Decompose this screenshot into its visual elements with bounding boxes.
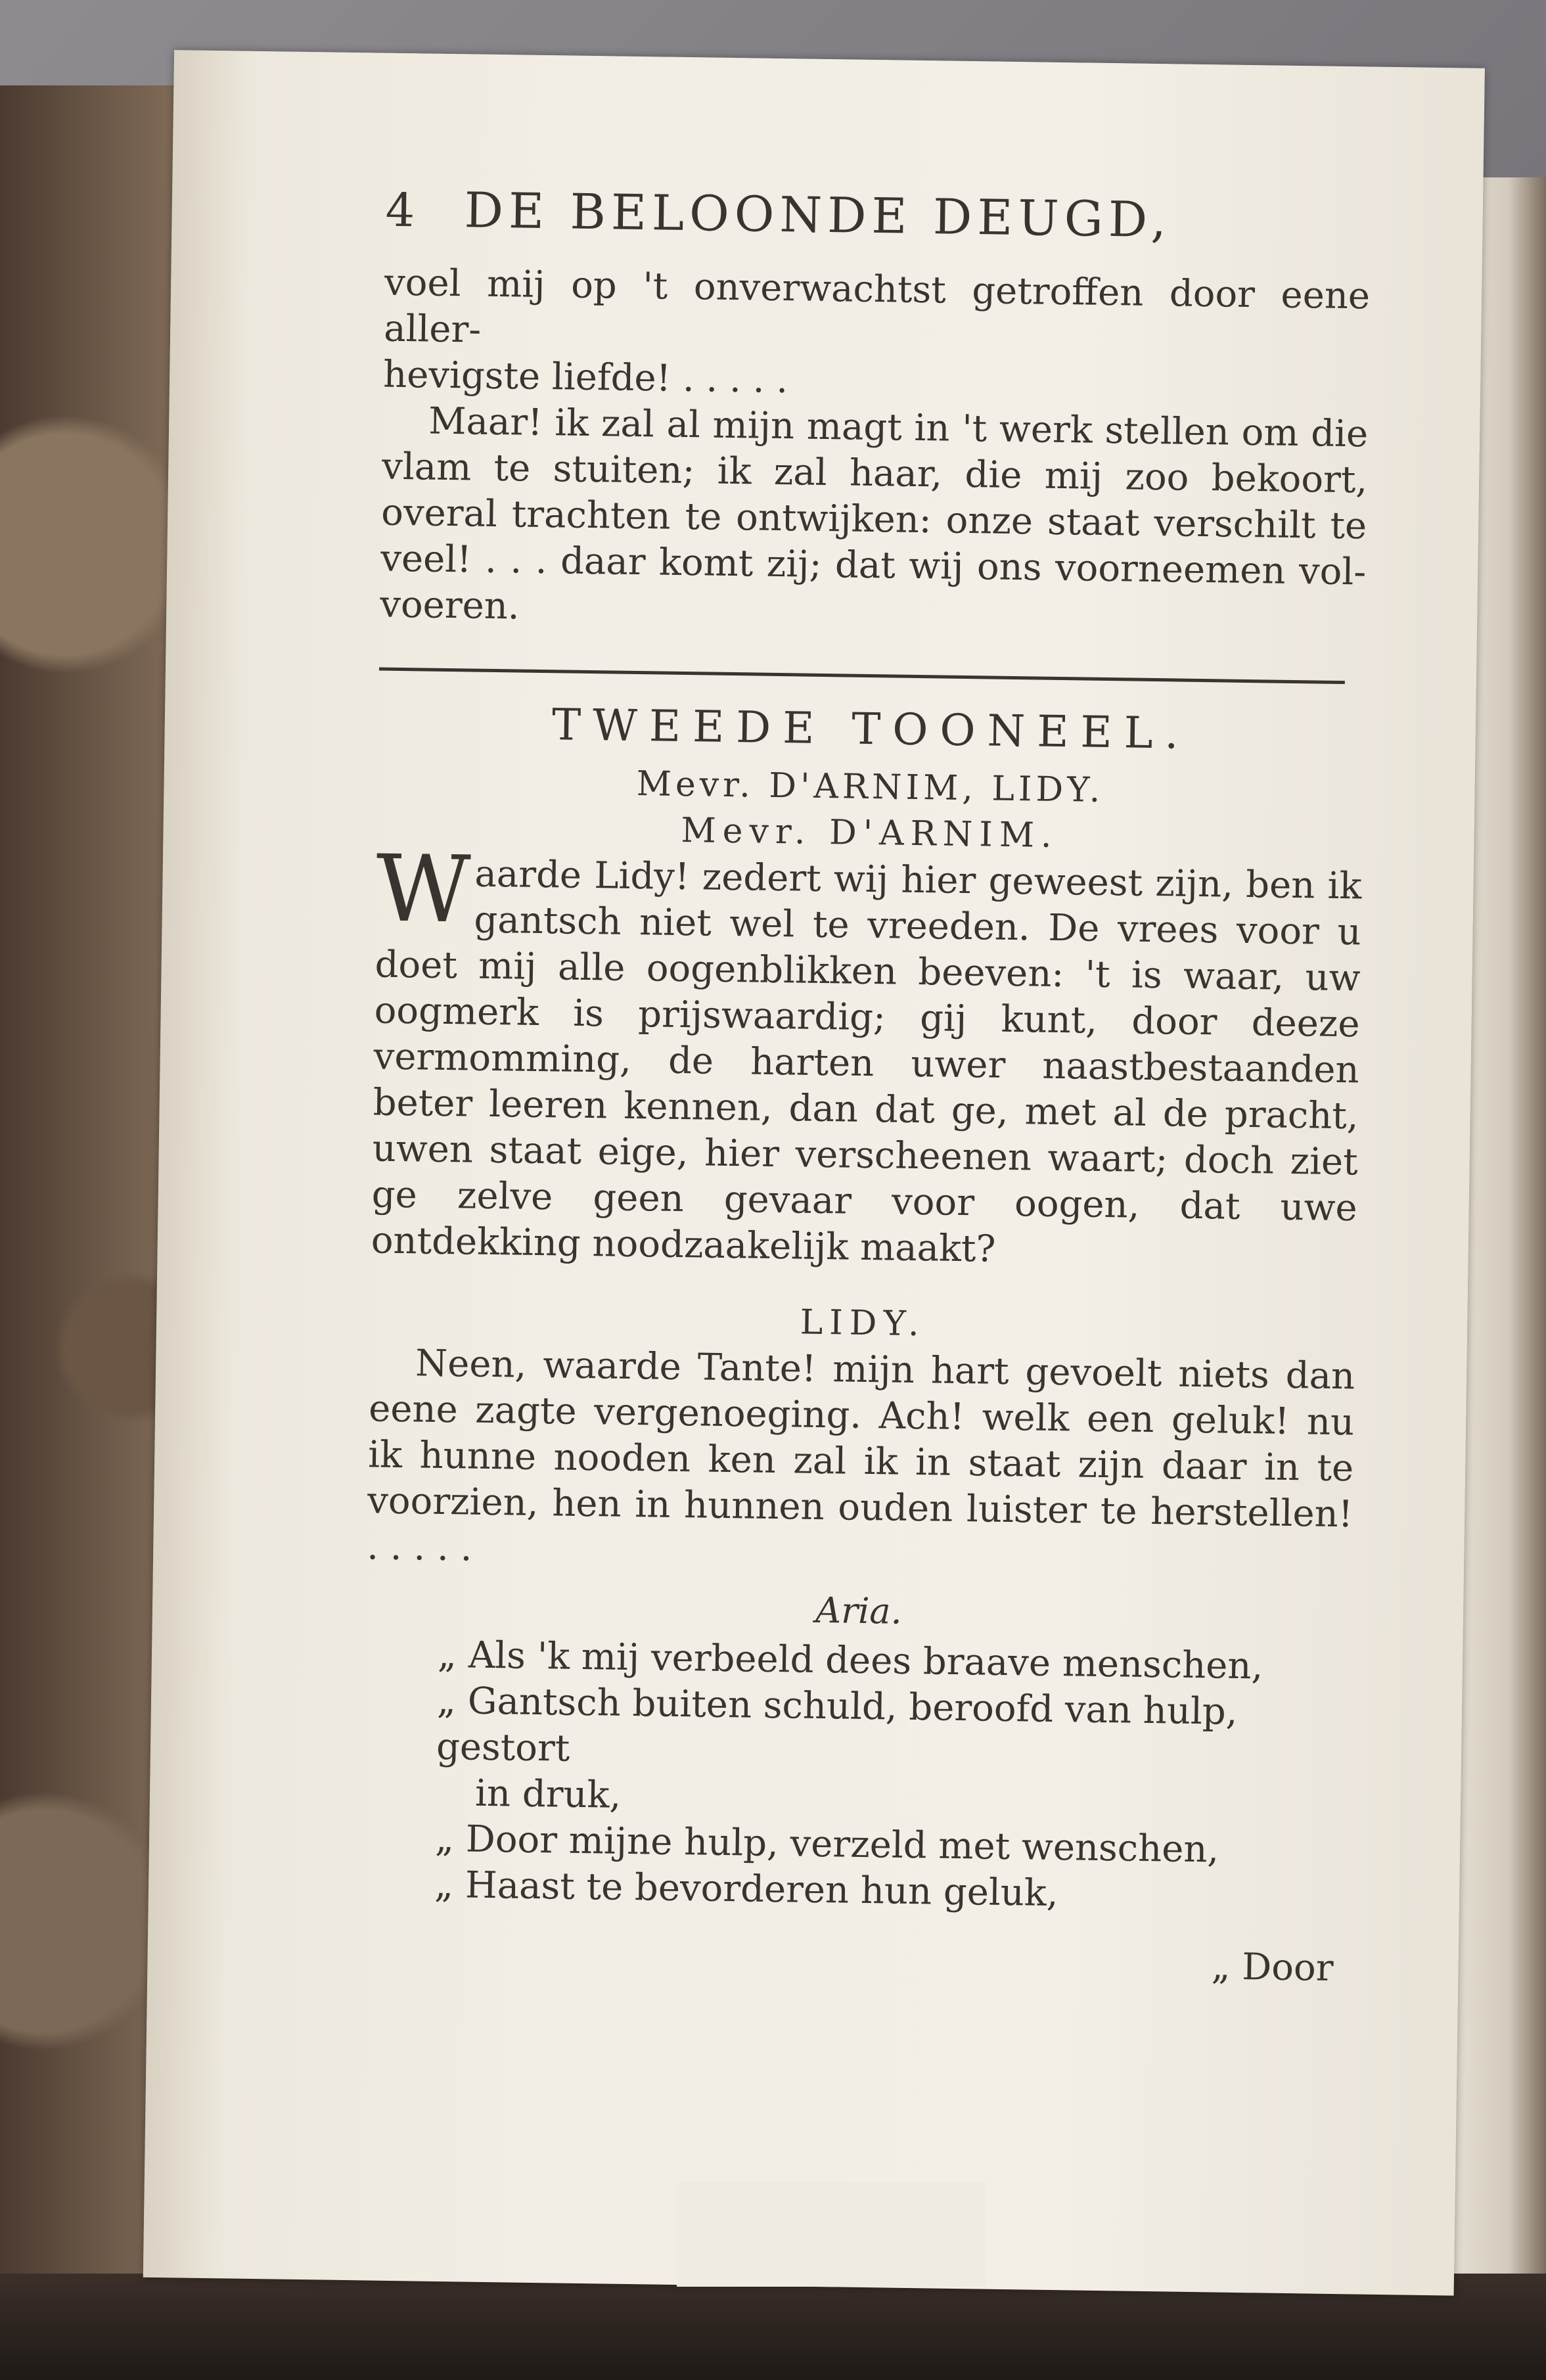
speech-lidy: Neen, waarde Tante! mijn hart gevoelt niets dan eene zagte vergenoeging. Ach! welk een geluk! nu ik hunne nooden ken zal ik in staat zijn daar in te voorzien, hen in hunnen ouden luister te herstellen! . . . . . [366, 1342, 1355, 1570]
page-number: 4 [385, 183, 421, 238]
paper-tab [677, 2182, 986, 2287]
verse-line: „ Door mijne hulp, verzeld met wenschen, [434, 1817, 1219, 1871]
speech-darnim-text: aarde Lidy! zedert wij hier geweest zijn, ben ik gantsch niet wel te vreeden. De vrees voor u doet mij alle oogenblikken beeven: 't is waar, uw oogmerk is prijswaardig; gij kunt, door deeze vermomming, de harten uwer naastbestaanden beter leeren kennen, dan dat ge, met al de pracht, uwen staat eige, hier verscheenen waart; doch ziet ge zelve geen gevaar voor oogen, dat uwe ontdekking noodzaakelijk maakt? [371, 852, 1362, 1271]
book-page [143, 50, 1485, 2296]
drop-cap-initial: W [375, 835, 472, 944]
verse-line-continuation: in druk, [474, 1772, 622, 1817]
running-header [385, 181, 1372, 274]
verse-line: „ Gantsch buiten schuld, beroofd van hulp, gestort [436, 1679, 1238, 1770]
verse-line: „ Als 'k mij verbeeld dees braave menschen, [437, 1633, 1263, 1688]
running-title: DE BELOONDE DEUGD, [464, 182, 1172, 249]
opening-paragraph: Maar! ik zal al mijn magt in 't werk stellen om die vlam te stuiten; ik zal haar, die mij zoo bekoort, overal trachten te ontwijken: onze staat verschilt te veel! . . . daar komt zij; dat wij ons voorneemen vol-voeren. [379, 400, 1369, 628]
aria-heading: Aria. [815, 1589, 903, 1632]
scene-title: TWEEDE TOONEEL. [551, 699, 1191, 759]
verse-line: „ Haast te bevorderen hun geluk, [434, 1863, 1058, 1915]
section-divider [379, 668, 1345, 685]
catchword: „ Door [1211, 1945, 1334, 1990]
speech-darnim [371, 835, 1362, 1277]
speaker-darnim: Mevr. D'ARNIM. [681, 810, 1058, 856]
scene-characters: Mevr. D'ARNIM, LIDY. [636, 764, 1104, 810]
opening-line-2: hevigste liefde! . . . . . [382, 353, 788, 402]
speaker-lidy: LIDY. [800, 1302, 926, 1344]
opening-line-1: voel mij op 't onverwachtst getroffen door eene aller- [383, 261, 1371, 352]
page-text-block [361, 181, 1371, 1990]
aria-verse [434, 1632, 1352, 1921]
